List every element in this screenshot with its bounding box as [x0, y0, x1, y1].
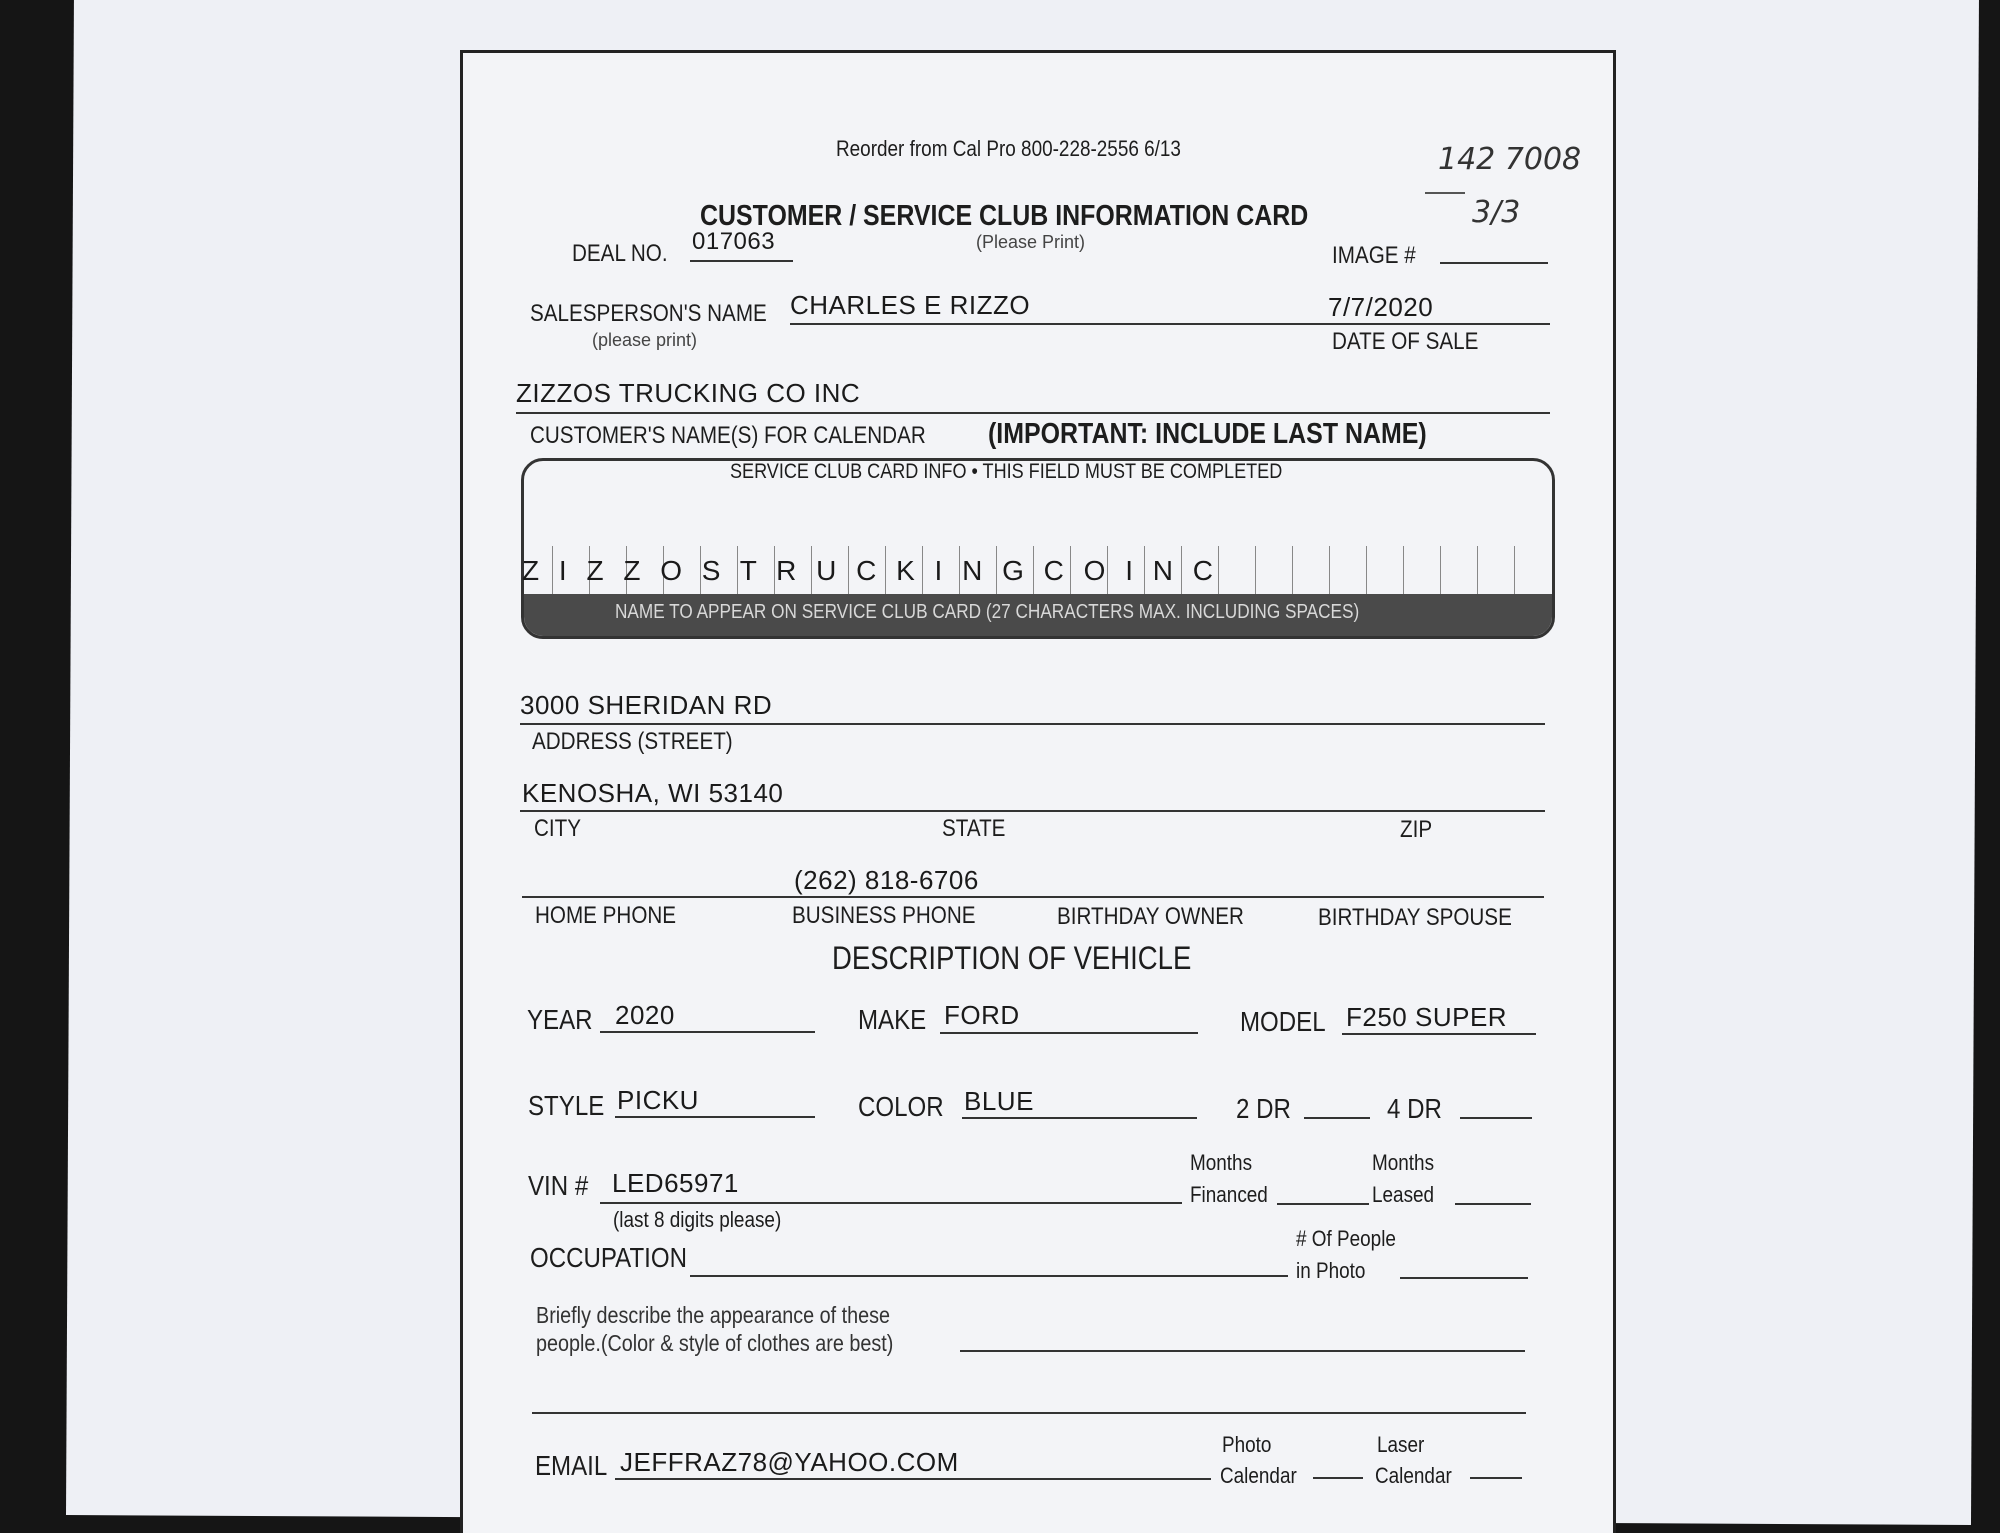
style-label: STYLE — [528, 1090, 605, 1121]
home-phone-label: HOME PHONE — [535, 902, 677, 929]
salesperson-value[interactable]: CHARLES E RIZZO — [790, 290, 1031, 320]
photo-calendar-label-1: Photo — [1222, 1432, 1272, 1457]
salesperson-line — [790, 323, 1550, 325]
city-state-zip-value[interactable]: KENOSHA, WI 53140 — [522, 778, 784, 808]
make-line — [940, 1032, 1198, 1034]
deal-no-label: DEAL NO. — [572, 240, 668, 267]
zip-label: ZIP — [1400, 816, 1433, 843]
customer-name-label: CUSTOMER'S NAME(S) FOR CALENDAR — [530, 422, 926, 449]
months-leased-label-1: Months — [1372, 1150, 1435, 1175]
please-print-note: (Please Print) — [976, 232, 1086, 252]
people-label-1: # Of People — [1296, 1226, 1396, 1251]
color-label: COLOR — [858, 1091, 944, 1122]
handwritten-dash — [1425, 192, 1465, 194]
email-line — [615, 1478, 1211, 1480]
salesperson-label: SALESPERSON'S NAME — [530, 300, 767, 327]
birthday-spouse-label: BIRTHDAY SPOUSE — [1318, 904, 1512, 931]
two-door-label: 2 DR — [1236, 1093, 1291, 1124]
date-of-sale-value[interactable]: 7/7/2020 — [1328, 292, 1434, 322]
occupation-label: OCCUPATION — [530, 1242, 687, 1273]
customer-name-line — [516, 412, 1550, 414]
birthday-owner-label: BIRTHDAY OWNER — [1057, 903, 1244, 930]
address-line — [520, 723, 1545, 725]
year-line — [600, 1031, 815, 1033]
form-title: CUSTOMER / SERVICE CLUB INFORMATION CARD — [700, 200, 1309, 232]
deal-no-line — [690, 260, 793, 262]
style-value[interactable]: PICKU — [617, 1085, 699, 1115]
photo-calendar-line[interactable] — [1313, 1477, 1363, 1479]
business-phone-label: BUSINESS PHONE — [792, 902, 976, 929]
year-label: YEAR — [527, 1004, 593, 1035]
vehicle-heading: DESCRIPTION OF VEHICLE — [832, 940, 1192, 976]
service-club-heading: SERVICE CLUB CARD INFO • THIS FIELD MUST BE COMPLETED — [730, 460, 1283, 483]
occupation-line[interactable] — [690, 1275, 1288, 1277]
email-label: EMAIL — [535, 1450, 608, 1481]
address-value[interactable]: 3000 SHERIDAN RD — [520, 690, 773, 720]
service-club-band-text: NAME TO APPEAR ON SERVICE CLUB CARD (27 CHARACTERS MAX. INCLUDING SPACES) — [615, 601, 1360, 623]
vin-label: VIN # — [528, 1170, 589, 1201]
two-door-line[interactable] — [1304, 1117, 1370, 1119]
laser-calendar-label-1: Laser — [1377, 1432, 1425, 1457]
salesperson-note: (please print) — [592, 330, 698, 350]
four-door-line[interactable] — [1460, 1117, 1532, 1119]
people-label-2: in Photo — [1296, 1258, 1366, 1283]
laser-calendar-line[interactable] — [1470, 1477, 1522, 1479]
city-line — [520, 810, 1545, 812]
appearance-label-2: people.(Color & style of clothes are best) — [536, 1330, 894, 1356]
image-no-line[interactable] — [1440, 262, 1548, 264]
customer-name-value[interactable]: ZIZZOS TRUCKING CO INC — [516, 378, 861, 408]
vin-note: (last 8 digits please) — [613, 1207, 782, 1232]
months-leased-line[interactable] — [1455, 1203, 1531, 1205]
service-club-name-chars[interactable]: Z I Z Z O S T R U C K I N G C O I N C — [522, 555, 1220, 586]
email-value[interactable]: JEFFRAZ78@YAHOO.COM — [620, 1447, 959, 1477]
appearance-line-1[interactable] — [960, 1350, 1525, 1352]
business-phone-value[interactable]: (262) 818-6706 — [794, 865, 979, 895]
model-label: MODEL — [1240, 1006, 1326, 1037]
state-label: STATE — [942, 815, 1006, 842]
months-leased-label-2: Leased — [1372, 1182, 1435, 1207]
make-label: MAKE — [858, 1004, 927, 1035]
address-label: ADDRESS (STREET) — [532, 728, 733, 755]
months-financed-line[interactable] — [1277, 1203, 1369, 1205]
color-line — [962, 1117, 1197, 1119]
model-value[interactable]: F250 SUPER — [1346, 1002, 1508, 1032]
months-financed-label-2: Financed — [1190, 1182, 1268, 1207]
four-door-label: 4 DR — [1387, 1093, 1442, 1124]
appearance-line-2[interactable] — [532, 1412, 1526, 1414]
model-line — [1342, 1033, 1536, 1035]
important-note: (IMPORTANT: INCLUDE LAST NAME) — [988, 418, 1427, 450]
photo-calendar-label-2: Calendar — [1220, 1463, 1297, 1488]
make-value[interactable]: FORD — [944, 1000, 1020, 1030]
vin-value[interactable]: LED65971 — [612, 1168, 739, 1198]
reorder-info: Reorder from Cal Pro 800-228-2556 6/13 — [836, 136, 1181, 161]
people-line[interactable] — [1400, 1277, 1528, 1279]
months-financed-label-1: Months — [1190, 1150, 1253, 1175]
appearance-label-1: Briefly describe the appearance of these — [536, 1302, 891, 1328]
style-line — [615, 1116, 815, 1118]
phone-line — [522, 896, 1544, 898]
color-value[interactable]: BLUE — [964, 1086, 1034, 1116]
year-value[interactable]: 2020 — [615, 1000, 675, 1030]
vin-line — [600, 1202, 1182, 1204]
laser-calendar-label-2: Calendar — [1375, 1463, 1452, 1488]
image-no-label: IMAGE # — [1332, 242, 1416, 269]
city-label: CITY — [534, 815, 582, 842]
date-of-sale-label: DATE OF SALE — [1332, 328, 1479, 355]
deal-no-value[interactable]: 017063 — [692, 228, 776, 255]
handwritten-page: 3/3 — [1472, 195, 1521, 230]
handwritten-code: 142 7008 — [1438, 142, 1582, 177]
